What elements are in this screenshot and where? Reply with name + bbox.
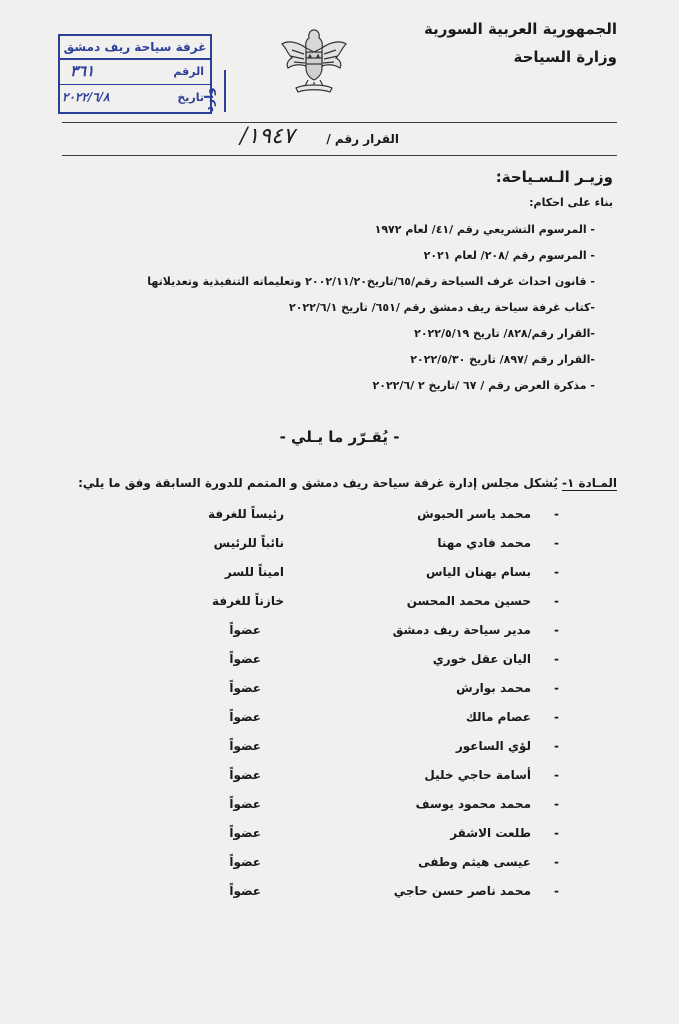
member-name: مدير سياحة ريف دمشق <box>392 623 531 637</box>
member-name: عصام مالك <box>465 710 531 724</box>
decision-divider <box>62 155 617 156</box>
member-role: نائباً للرئيس <box>213 536 284 550</box>
member-bullet: - <box>554 768 559 782</box>
member-bullet: - <box>554 565 559 579</box>
member-row <box>0 677 679 705</box>
minister-heading: وزيـر الـسـياحة: <box>495 168 613 186</box>
reference-item: - المرسوم التشريعي رقم /٤١/ لعام ١٩٧٢ <box>374 223 595 236</box>
member-role: عضواً <box>229 739 261 753</box>
article-1-label: المـادة ١- <box>561 476 617 490</box>
member-name: محمد ياسر الحبوش <box>417 507 531 521</box>
member-row <box>0 532 679 560</box>
member-name: محمد ناصر حسن حاجي <box>393 884 531 898</box>
stamp-org: غرفة سياحة ريف دمشق <box>60 36 210 60</box>
stamp-date-row <box>60 86 210 110</box>
ministry-title: وزارة السياحة <box>513 48 617 66</box>
republic-title: الجمهورية العربية السورية <box>424 20 617 38</box>
member-name: طلعت الاشقر <box>450 826 531 840</box>
stamp-number-row <box>60 60 210 85</box>
member-name: محمد محمود يوسف <box>415 797 531 811</box>
member-row <box>0 706 679 734</box>
member-row <box>0 880 679 908</box>
member-name: أسامة حاجي خليل <box>424 768 531 782</box>
decision-label: القرار رقم / <box>326 132 399 146</box>
member-row <box>0 503 679 531</box>
member-role: عضواً <box>229 623 261 637</box>
member-name: بسام بهنان الياس <box>425 565 531 579</box>
member-row <box>0 561 679 589</box>
member-row <box>0 822 679 850</box>
member-name: لؤي الساعور <box>455 739 531 753</box>
member-role: عضواً <box>229 855 261 869</box>
member-role: خازناً للغرفة <box>211 594 284 608</box>
member-row <box>0 619 679 647</box>
incoming-stamp <box>58 34 212 114</box>
member-role: عضواً <box>229 797 261 811</box>
member-row <box>0 764 679 792</box>
reference-item: -القرار رقم/٨٢٨/ تاريخ ٢٠٢٢/٥/١٩ <box>414 327 595 340</box>
member-bullet: - <box>554 797 559 811</box>
member-row <box>0 793 679 821</box>
member-role: رئيساً للغرفة <box>208 507 284 521</box>
member-row <box>0 735 679 763</box>
reference-item: - مذكرة العرض رقم / ٦٧ /تاريخ ٢ /٢٠٢٢/٦ <box>372 379 595 392</box>
decision-number: /١٩٤٧ <box>240 124 295 149</box>
member-bullet: - <box>554 594 559 608</box>
member-name: عيسى هيثم وطفى <box>418 855 531 869</box>
syrian-eagle-emblem-icon <box>278 22 350 96</box>
member-role: عضواً <box>229 652 261 666</box>
reference-item: -القرار رقم /٨٩٧/ تاريخ ٢٠٢٢/٥/٣٠ <box>410 353 595 366</box>
header-divider <box>62 122 617 123</box>
member-role: اميناً للسر <box>224 565 284 579</box>
based-on-label: بناء على احكام: <box>529 196 613 209</box>
stamp-incoming-label: وارد <box>202 70 226 112</box>
member-bullet: - <box>554 739 559 753</box>
reference-item: - المرسوم رقم /٢٠٨/ لعام ٢٠٢١ <box>423 249 595 262</box>
member-role: عضواً <box>229 768 261 782</box>
member-bullet: - <box>554 855 559 869</box>
member-name: محمد بوارش <box>456 681 531 695</box>
member-name: اليان عقل خوري <box>432 652 531 666</box>
reference-item: -كتاب غرفة سياحة ريف دمشق رقم /٦٥١/ تاريخ ٢٠٢٢/٦/١ <box>289 301 595 314</box>
legal-references-list <box>75 220 595 402</box>
article-1-text: يُشكل مجلس إدارة غرفة سياحة ريف دمشق و المتمم للدورة السابقة وفق ما يلي: <box>78 476 562 490</box>
member-bullet: - <box>554 826 559 840</box>
member-bullet: - <box>554 884 559 898</box>
member-role: عضواً <box>229 681 261 695</box>
member-bullet: - <box>554 652 559 666</box>
member-role: عضواً <box>229 710 261 724</box>
member-row <box>0 851 679 879</box>
member-name: حسين محمد المحسن <box>406 594 531 608</box>
member-name: محمد فادي مهنا <box>437 536 531 550</box>
member-role: عضواً <box>229 826 261 840</box>
member-bullet: - <box>554 536 559 550</box>
stamp-date-value: ٢٠٢٢/٦/٨ <box>62 90 110 104</box>
member-role: عضواً <box>229 884 261 898</box>
member-bullet: - <box>554 507 559 521</box>
member-row <box>0 648 679 676</box>
member-bullet: - <box>554 710 559 724</box>
reference-item: - قانون احداث غرف السياحة رقم/٦٥/تاريخ٢٠٠٢/١١/٢٠ وتعليماته التنفيذية وتعديلاتها <box>147 275 595 288</box>
stamp-number-value: ٣٦١ <box>70 62 95 80</box>
article-1 <box>78 476 617 490</box>
member-bullet: - <box>554 681 559 695</box>
stamp-number-label: الرقم <box>173 65 204 78</box>
member-row <box>0 590 679 618</box>
stamp-date-label: تاريخ <box>177 91 204 104</box>
decides-heading: - يُقـرّر ما يـلي - <box>279 428 400 446</box>
member-bullet: - <box>554 623 559 637</box>
